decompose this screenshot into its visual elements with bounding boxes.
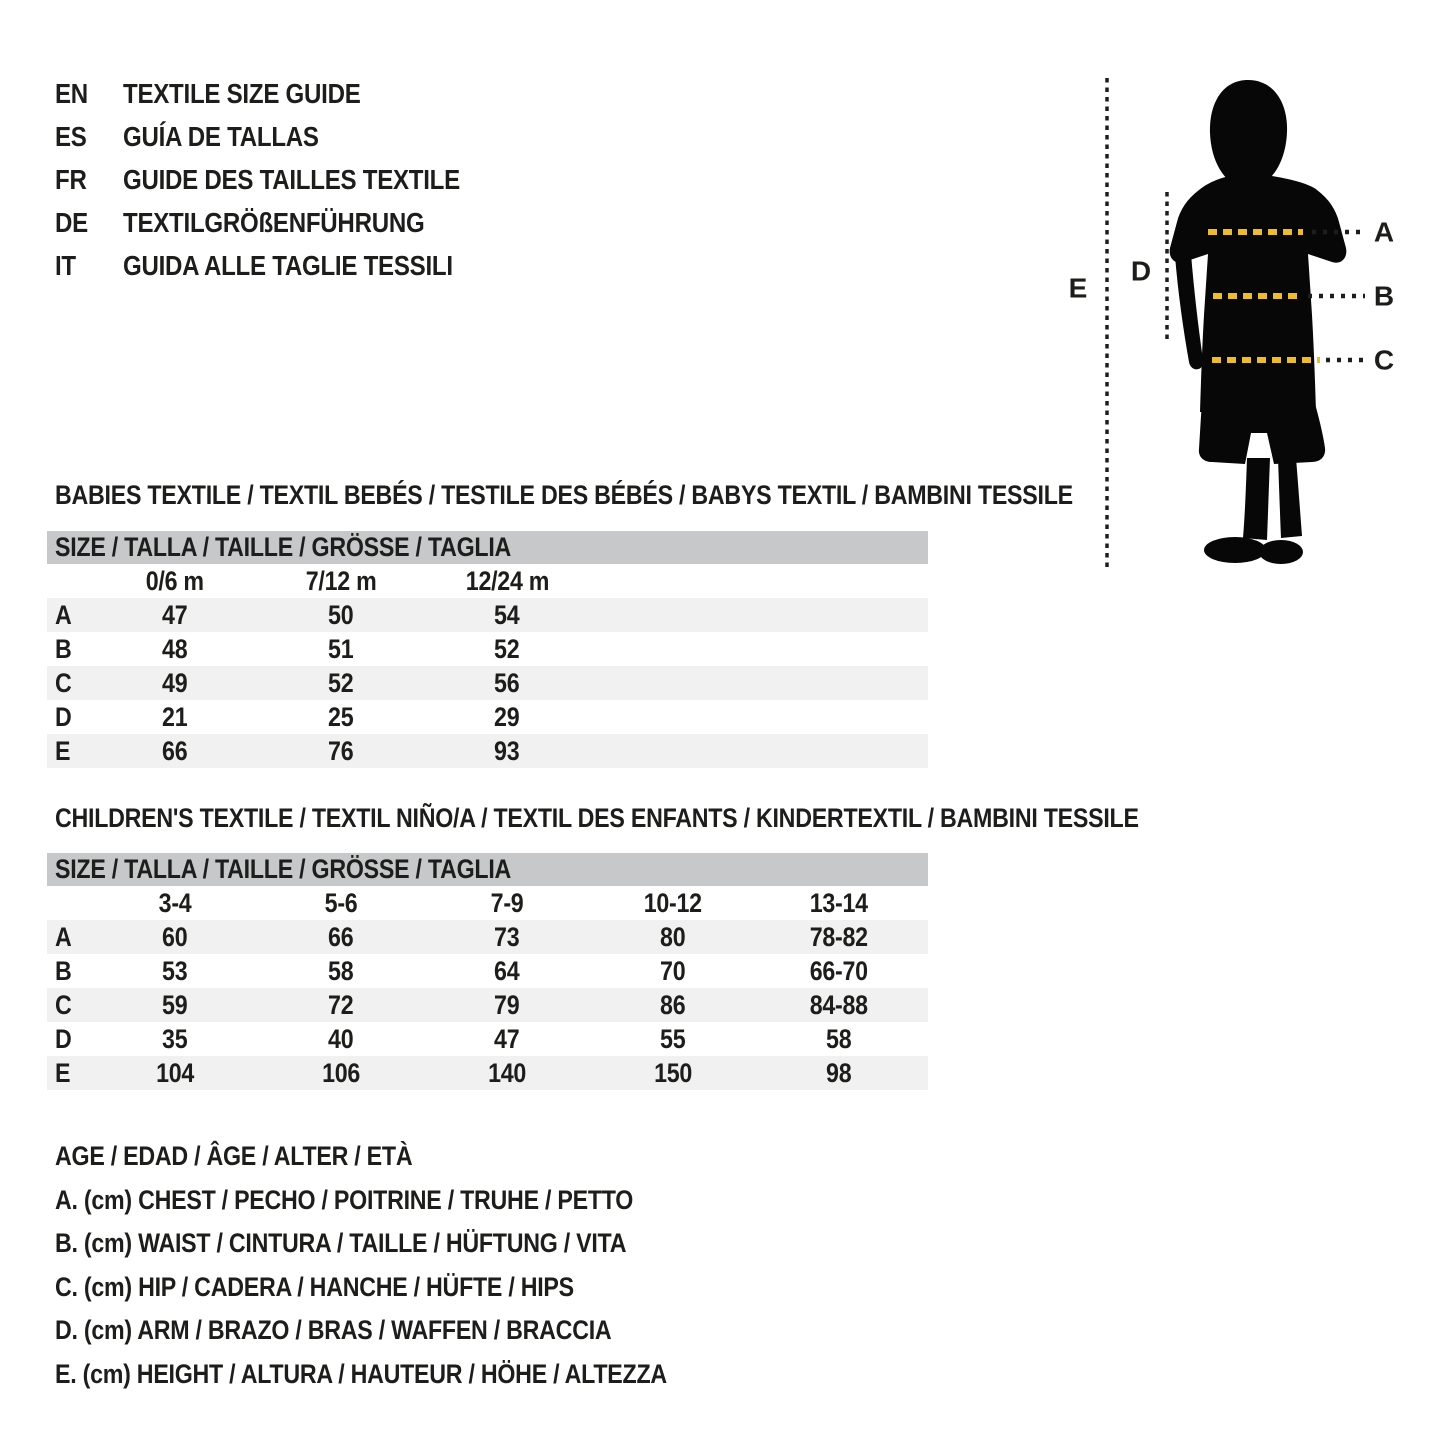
language-title-block: [55, 72, 515, 287]
cell: 104: [156, 1057, 194, 1088]
lang-title: TEXTILE SIZE GUIDE: [123, 78, 361, 109]
column-header: 7/12 m: [305, 565, 377, 596]
table-row: [47, 632, 928, 666]
measurement-legend: [55, 1135, 766, 1396]
cell: 66: [328, 921, 354, 952]
table-row: [47, 988, 928, 1022]
row-label: D: [55, 1023, 72, 1054]
lang-row-es: [55, 115, 515, 158]
cell: 47: [162, 599, 188, 630]
cell: 98: [826, 1057, 852, 1088]
cell: 25: [328, 701, 354, 732]
legend-line-chest: A. (cm) CHEST / PECHO / POITRINE / TRUHE / PETTO: [55, 1184, 634, 1215]
column-header: 10-12: [643, 887, 703, 918]
cell: 66: [162, 735, 188, 766]
figure-label-b: B: [1373, 280, 1395, 312]
lang-row-fr: [55, 158, 515, 201]
table-row: [47, 734, 928, 768]
children-column-header-row: [47, 886, 928, 920]
lang-code: IT: [55, 250, 76, 281]
cell: 58: [328, 955, 354, 986]
cell: 35: [162, 1023, 188, 1054]
cell: 76: [328, 735, 354, 766]
lang-code: FR: [55, 164, 87, 195]
lang-row-en: [55, 72, 515, 115]
row-label: D: [55, 701, 72, 732]
cell: 51: [328, 633, 354, 664]
column-header: 3-4: [158, 887, 192, 918]
cell: 47: [494, 1023, 520, 1054]
cell: 53: [162, 955, 188, 986]
silhouette-left-leg: [1243, 458, 1270, 540]
column-header: 0/6 m: [145, 565, 205, 596]
lang-code: EN: [55, 78, 88, 109]
children-size-table: [47, 853, 928, 1090]
cell: 55: [660, 1023, 686, 1054]
babies-section-title: BABIES TEXTILE / TEXTIL BEBÉS / TESTILE DES BÉBÉS / BABYS TEXTIL / BAMBINI TESSILE: [55, 480, 1073, 510]
cell: 50: [328, 599, 354, 630]
table-row: [47, 700, 928, 734]
column-header: 12/24 m: [465, 565, 549, 596]
cell: 86: [660, 989, 686, 1020]
lang-code: DE: [55, 207, 88, 238]
silhouette-left-shoe: [1204, 537, 1266, 563]
lang-code: ES: [55, 121, 87, 152]
cell: 60: [162, 921, 188, 952]
cell: 66-70: [809, 955, 869, 986]
legend-line-waist: B. (cm) WAIST / CINTURA / TAILLE / HÜFTUNG / VITA: [55, 1228, 627, 1258]
silhouette-right-shoe: [1259, 540, 1303, 564]
figure-label-a: A: [1373, 216, 1395, 248]
lang-title: GUÍA DE TALLAS: [123, 121, 319, 152]
cell: 40: [328, 1023, 354, 1054]
column-header: 5-6: [324, 887, 358, 918]
legend-line-hip: C. (cm) HIP / CADERA / HANCHE / HÜFTE / HIPS: [55, 1271, 574, 1302]
cell: 64: [494, 955, 520, 986]
row-label: B: [55, 633, 72, 664]
cell: 84-88: [809, 989, 869, 1020]
row-label: A: [55, 921, 72, 952]
row-label: A: [55, 599, 72, 630]
cell: 106: [322, 1057, 360, 1088]
table-row: [47, 666, 928, 700]
cell: 54: [494, 599, 520, 630]
cell: 72: [328, 989, 354, 1020]
table-row: [47, 1056, 928, 1090]
cell: 93: [494, 735, 520, 766]
silhouette-forearm: [1175, 254, 1203, 369]
table-row: [47, 598, 928, 632]
legend-line-height: E. (cm) HEIGHT / ALTURA / HAUTEUR / HÖHE / ALTEZZA: [55, 1358, 667, 1389]
lang-row-it: [55, 244, 515, 287]
babies-column-header-row: [47, 564, 928, 598]
figure-label-e: E: [1068, 272, 1088, 304]
cell: 48: [162, 633, 188, 664]
cell: 79: [494, 989, 520, 1020]
row-label: E: [55, 1057, 71, 1088]
row-label: B: [55, 955, 72, 986]
cell: 49: [162, 667, 188, 698]
cell: 140: [488, 1057, 526, 1088]
children-table-header: SIZE / TALLA / TAILLE / GRÖSSE / TAGLIA: [47, 853, 928, 886]
table-row: [47, 954, 928, 988]
cell: 56: [494, 667, 520, 698]
cell: 73: [494, 921, 520, 952]
table-row: [47, 1022, 928, 1056]
babies-size-table: [47, 531, 928, 768]
cell: 52: [328, 667, 354, 698]
cell: 70: [660, 955, 686, 986]
column-header: 7-9: [490, 887, 524, 918]
silhouette-shorts: [1199, 400, 1325, 464]
lang-title: GUIDE DES TAILLES TEXTILE: [123, 164, 460, 195]
row-label: E: [55, 735, 71, 766]
column-header: 13-14: [809, 887, 869, 918]
cell: 59: [162, 989, 188, 1020]
row-label: C: [55, 989, 72, 1020]
cell: 58: [826, 1023, 852, 1054]
lang-title: GUIDA ALLE TAGLIE TESSILI: [123, 250, 453, 281]
babies-table-header: SIZE / TALLA / TAILLE / GRÖSSE / TAGLIA: [47, 531, 928, 564]
table-row: [47, 920, 928, 954]
legend-line-age: AGE / EDAD / ÂGE / ALTER / ETÀ: [55, 1141, 413, 1171]
cell: 78-82: [809, 921, 869, 952]
children-section-title: CHILDREN'S TEXTILE / TEXTIL NIÑO/A / TEXTIL DES ENFANTS / KINDERTEXTIL / BAMBINI TESSILE: [55, 803, 1139, 833]
legend-line-arm: D. (cm) ARM / BRAZO / BRAS / WAFFEN / BRACCIA: [55, 1315, 612, 1345]
cell: 150: [654, 1057, 692, 1088]
silhouette-right-leg: [1278, 458, 1302, 538]
cell: 52: [494, 633, 520, 664]
cell: 29: [494, 701, 520, 732]
lang-row-de: [55, 201, 515, 244]
cell: 21: [162, 701, 188, 732]
lang-title: TEXTILGRÖßENFÜHRUNG: [123, 207, 425, 238]
figure-label-c: C: [1373, 344, 1395, 376]
row-label: C: [55, 667, 72, 698]
figure-label-d: D: [1130, 255, 1152, 287]
cell: 80: [660, 921, 686, 952]
